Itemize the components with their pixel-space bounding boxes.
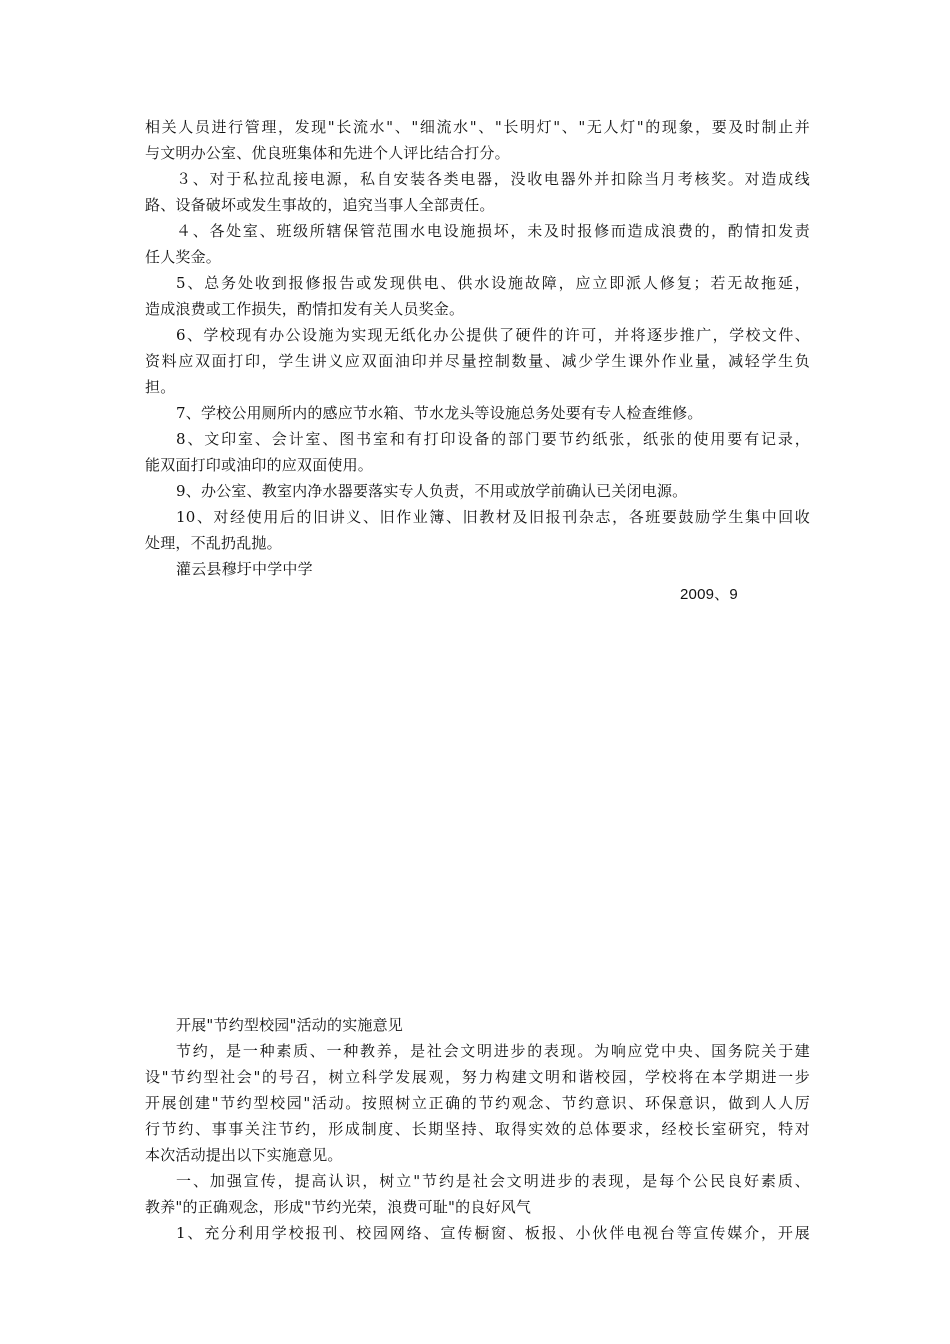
paragraph-line: 10、对经使用后的旧讲义、旧作业簿、旧教材及旧报刊杂志，各班要鼓励学生集中回收	[176, 508, 810, 526]
paragraph-line: 任人奖金。	[145, 248, 222, 266]
paragraph-line: 行节约、事事关注节约，形成制度、长期坚持、取得实效的总体要求，经校长室研究，特对	[145, 1120, 810, 1138]
signature: 灌云县穆圩中学中学	[176, 560, 313, 578]
paragraph-line: 7、学校公用厕所内的感应节水箱、节水龙头等设施总务处要有专人检查维修。	[176, 404, 703, 422]
paragraph-line: 设"节约型社会"的号召，树立科学发展观，努力构建文明和谐校园，学校将在本学期进一步	[145, 1068, 810, 1086]
paragraph-line: 本次活动提出以下实施意见。	[145, 1146, 343, 1164]
paragraph-line: 资料应双面打印，学生讲义应双面油印并尽量控制数量、减少学生课外作业量，减轻学生负	[145, 352, 810, 370]
paragraph-line: 8、文印室、会计室、图书室和有打印设备的部门要节约纸张，纸张的使用要有记录，	[176, 430, 810, 448]
paragraph-line: 9、办公室、教室内净水器要落实专人负责，不用或放学前确认已关闭电源。	[176, 482, 688, 500]
paragraph-line: ４、各处室、班级所辖保管范围水电设施损坏，未及时报修而造成浪费的，酌情扣发责	[176, 222, 810, 240]
paragraph-line: 教养"的正确观念，形成"节约光荣，浪费可耻"的良好风气	[145, 1198, 532, 1216]
paragraph-line: 开展创建"节约型校园"活动。按照树立正确的节约观念、节约意识、环保意识，做到人人厉	[145, 1094, 810, 1112]
paragraph-line: ３、对于私拉乱接电源，私自安装各类电器，没收电器外并扣除当月考核奖。对造成线	[176, 170, 810, 188]
paragraph-line: 节约，是一种素质、一种教养，是社会文明进步的表现。为响应党中央、国务院关于建	[176, 1042, 810, 1060]
paragraph-line: 能双面打印或油印的应双面使用。	[145, 456, 374, 474]
paragraph-line: 处理，不乱扔乱抛。	[145, 534, 282, 552]
paragraph-line: 一、加强宣传，提高认识，树立"节约是社会文明进步的表现，是每个公民良好素质、	[176, 1172, 810, 1190]
paragraph-line: 5、总务处收到报修报告或发现供电、供水设施故障，应立即派人修复；若无故拖延，	[176, 274, 810, 292]
paragraph-line: 路、设备破坏或发生事故的，追究当事人全部责任。	[145, 196, 495, 214]
paragraph-line: 与文明办公室、优良班集体和先进个人评比结合打分。	[145, 144, 510, 162]
section-title: 开展"节约型校园"活动的实施意见	[176, 1016, 404, 1034]
paragraph-line: 相关人员进行管理，发现"长流水"、"细流水"、"长明灯"、"无人灯"的现象，要及时制止并	[145, 118, 810, 136]
paragraph-line: 1、充分利用学校报刊、校园网络、宣传橱窗、板报、小伙伴电视台等宣传媒介，开展	[176, 1224, 810, 1242]
paragraph-line: 担。	[145, 378, 176, 396]
paragraph-line: 造成浪费或工作损失，酌情扣发有关人员奖金。	[145, 300, 465, 318]
date: 2009、9	[680, 586, 738, 603]
paragraph-line: 6、学校现有办公设施为实现无纸化办公提供了硬件的许可，并将逐步推广，学校文件、	[176, 326, 810, 344]
